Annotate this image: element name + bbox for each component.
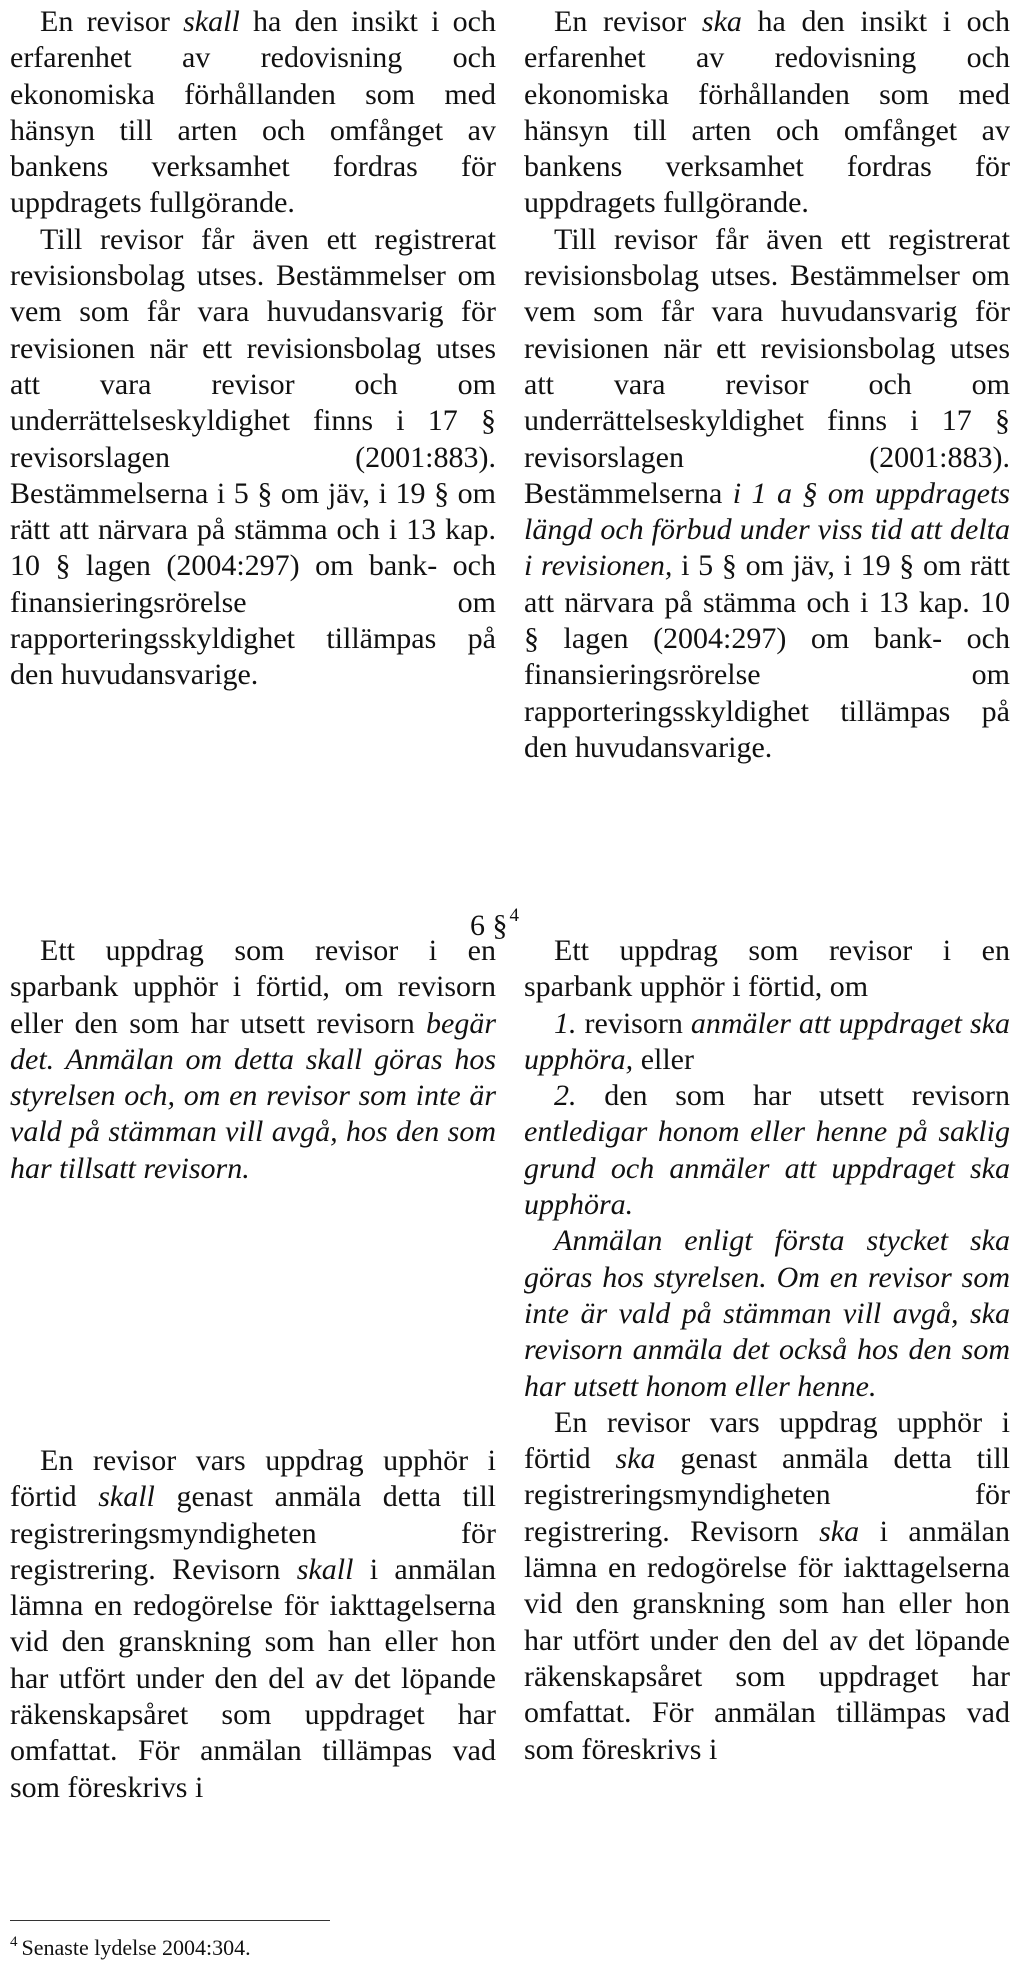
left-column-block-1 [10,4,496,694]
paragraph: Ett uppdrag som revisor i en sparbank upphör i förtid, om [524,934,1010,1004]
paragraph: Ett uppdrag som revisor i en sparbank upphör i förtid, om revisorn eller den som har utsett revisorn begär det. Anmälan om detta skall göras hos styrelsen och, om en revisor som inte är vald på stämman vill avgå, hos den som har tillsatt revisorn. [10,934,496,1185]
list-item: 1. revisorn anmäler att uppdraget ska upphöra, eller [524,1006,1010,1076]
section-number: 6 § [470,909,508,942]
left-column-block-3 [10,1443,496,1806]
footnote-reference: 4 [509,905,519,926]
left-column-block-2 [10,933,496,1187]
footnote-mark: 4 [10,1934,18,1950]
paragraph: En revisor vars uppdrag upphör i förtid skall genast anmäla detta till registreringsmyndigheten för registrering. Revisorn skall i anmälan lämna en redogörelse för iakttagelserna vid den granskning som han eller hon har utfört under den del av det löpande räkenskapsåret som uppdraget har omfattat. För anmälan tillämpas vad som föreskrivs i [10,1444,497,1804]
paragraph: En revisor skall ha den insikt i och erfarenhet av redovisning och ekonomiska förhållanden som med hänsyn till arten och omfånget av bankens verksamhet fordras för uppdragets fullgörande. [10,5,496,220]
paragraph: En revisor vars uppdrag upphör i förtid ska genast anmäla detta till registreringsmyndigheten för registrering. Revisorn ska i anmälan lämna en redogörelse för iakttagelserna vid den granskning som han eller hon har utfört under den del av det löpande räkenskapsåret som uppdraget har omfattat. För anmälan tillämpas vad som föreskrivs i [524,1405,1010,1766]
footnote-text: Senaste lydelse 2004:304. [21,1935,251,1960]
footnote [10,1928,251,1962]
footnote-divider [10,1920,330,1921]
paragraph: En revisor ska ha den insikt i och erfarenhet av redovisning och ekonomiska förhållanden som med hänsyn till arten och omfånget av bankens verksamhet fordras för uppdragets fullgörande. [524,5,1010,220]
paragraph: Till revisor får även ett registrerat revisionsbolag utses. Bestämmelser om vem som får vara huvudansvarig för revisionen när ett revisionsbolag utses att vara revisor och om underrättelseskyldighet finns i 17 § revisorslagen (2001:883). Bestämmelserna i 1 a § om uppdragets längd och förbud under viss tid att delta i revisionen, i 5 § om jäv, i 19 § om rätt att närvara på stämma och i 13 kap. 10 § lagen (2004:297) om bank- och finansieringsrörelse om rapporteringsskyldighet tillämpas på den huvudansvarige. [524,222,1010,764]
list-item: 2. den som har utsett revisorn entledigar honom eller henne på saklig grund och anmäler att uppdraget ska upphöra. [524,1079,1010,1222]
right-column-block-2 [524,933,1010,1768]
right-column-block-1 [524,4,1010,766]
paragraph: Till revisor får även ett registrerat revisionsbolag utses. Bestämmelser om vem som får vara huvudansvarig för revisionen när ett revisionsbolag utses att vara revisor och om underrättelseskyldighet finns i 17 § revisorslagen (2001:883). Bestämmelserna i 5 § om jäv, i 19 § om rätt att närvara på stämma och i 13 kap. 10 § lagen (2004:297) om bank- och finansieringsrörelse om rapporteringsskyldighet tillämpas på den huvudansvarige. [10,222,496,692]
paragraph: Anmälan enligt första stycket ska göras hos styrelsen. Om en revisor som inte är vald på stämman vill avgå, ska revisorn anmäla det också hos den som har utsett honom eller henne. [524,1224,1010,1403]
